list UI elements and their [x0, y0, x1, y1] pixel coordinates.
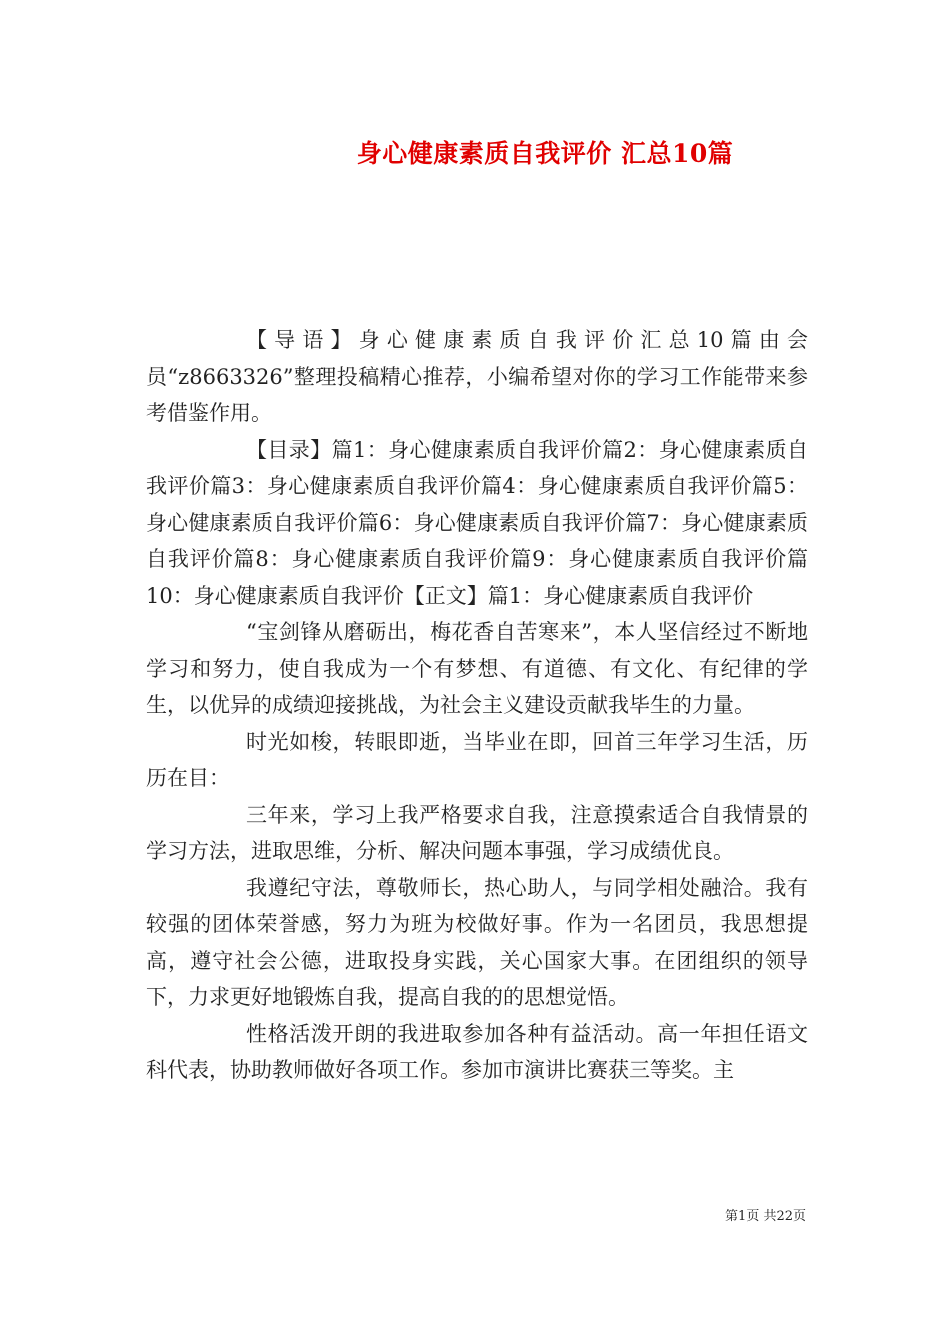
paragraph-study: 三年来，学习上我严格要求自我，注意摸索适合自我情景的学习方法，进取思维，分析、解决问题本事强，学习成绩优良。	[146, 802, 808, 863]
paragraph-quote: “宝剑锋从磨砺出，梅花香自苦寒来”，本人坚信经过不断地学习和努力，使自我成为一个有梦想、有道德、有文化、有纪律的学生，以优异的成绩迎接挑战，为社会主义建设贡献我毕生的力量。	[146, 620, 808, 717]
document-title: 身心健康素质自我评价 汇总10篇	[356, 139, 734, 168]
page-number-footer: 第1页 共22页	[725, 1209, 806, 1224]
paragraph-toc: 【目录】篇1：身心健康素质自我评价篇2：身心健康素质自我评价篇3：身心健康素质自我评价篇4：身心健康素质自我评价篇5：身心健康素质自我评价篇6：身心健康素质自我评价篇7：身心健康素质自我评价篇8：身心健康素质自我评价篇9：身心健康素质自我评价篇10：身心健康素质自我评价【正文】篇1：身心健康素质自我评价	[146, 437, 808, 608]
paragraph-intro: 【导语】身心健康素质自我评价汇总10篇由会员“z8663326”整理投稿精心推荐，小编希望对你的学习工作能带来参考借鉴作用。	[146, 328, 808, 425]
paragraph-conduct: 我遵纪守法，尊敬师长，热心助人，与同学相处融洽。我有较强的团体荣誉感，努力为班为校做好事。作为一名团员，我思想提高，遵守社会公德，进取投身实践，关心国家大事。在团组织的领导下，力求更好地锻炼自我，提高自我的的思想觉悟。	[146, 875, 808, 1009]
paragraph-time: 时光如梭，转眼即逝，当毕业在即，回首三年学习生活，历历在目：	[146, 729, 808, 790]
document-body	[146, 322, 808, 1089]
paragraph-activities: 性格活泼开朗的我进取参加各种有益活动。高一年担任语文科代表，协助教师做好各项工作。参加市演讲比赛获三等奖。主	[146, 1021, 808, 1082]
